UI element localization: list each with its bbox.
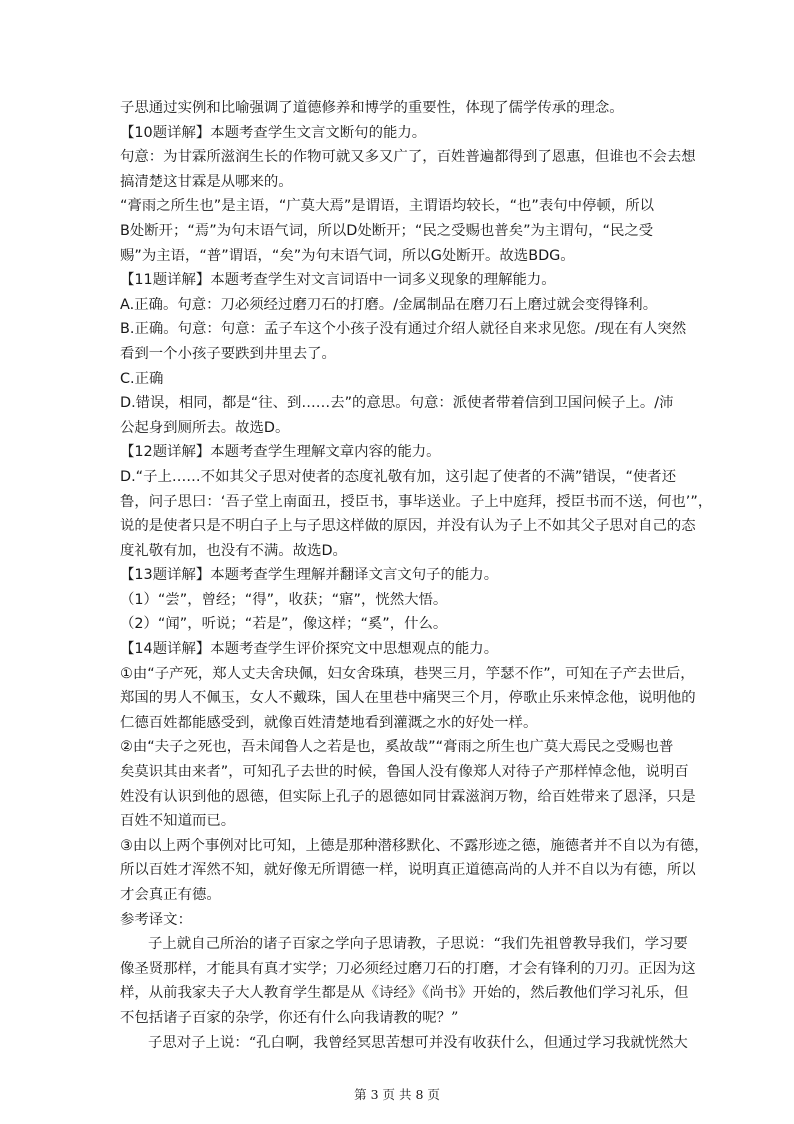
text-line: ②由“夫子之死也，吾未闻鲁人之若是也，奚故哉”“膏雨之所生也广莫大焉民之受赐也普 <box>120 739 674 756</box>
document-body <box>120 96 713 1055</box>
page-footer: 第 3 页 共 8 页 <box>354 1087 440 1102</box>
text-line: 参考译文： <box>120 911 192 928</box>
text-line: 【11题详解】本题考查学生对文言词语中一词多义现象的理解能力。 <box>120 272 556 289</box>
text-line: 搞清楚这甘霖是从哪来的。 <box>120 173 293 190</box>
text-line: 样，从前我家夫子大人教育学生都是从《诗经》《尚书》开始的，然后教他们学习礼乐，但 <box>120 985 689 1002</box>
text-line: 度礼敬有加，也没有不满。故选D。 <box>120 542 347 559</box>
text-line: 公起身到厕所去。故选D。 <box>120 419 290 436</box>
text-line: A.正确。句意：刀必须经过磨刀石的打磨。/金属制品在磨刀石上磨过就会变得锋利。 <box>120 296 658 313</box>
text-line: 【14题详解】本题考查学生评价探究文中思想观点的能力。 <box>120 641 499 658</box>
text-line: 郑国的男人不佩玉，女人不戴珠，国人在里巷中痛哭三个月，停歌止乐来悼念他，说明他的 <box>120 690 696 707</box>
text-line: 看到一个小孩子要跌到井里去了。 <box>120 345 336 362</box>
text-line: 子思对子上说：“孔白啊，我曾经冥思苦想可并没有收获什么，但通过学习我就恍然大 <box>148 1034 688 1051</box>
text-line: B.正确。句意：句意：孟子车这个小孩子没有通过介绍人就径自来求见您。/现在有人突然 <box>120 321 687 338</box>
text-line: 像圣贤那样，才能具有真才实学；刀必须经过磨刀石的打磨，才会有锋利的刀刃。正因为这 <box>120 960 696 977</box>
text-line: 矣莫识其由来者”，可知孔子去世的时候，鲁国人没有像郑人对待子产那样悼念他，说明百 <box>120 764 689 781</box>
text-line: D.“子上……不如其父子思对使者的态度礼敬有加，这引起了使者的不满”错误，“使者还 <box>120 468 677 485</box>
text-line: 姓没有认识到他的恩德，但实际上孔子的恩德如同甘霖滋润万物，给百姓带来了恩泽，只是 <box>120 788 696 805</box>
text-line: 所以百姓才浑然不知，就好像无所谓德一样，说明真正道德高尚的人并不自以为有德，所以 <box>120 862 696 879</box>
text-line: “膏雨之所生也”是主语，“广莫大焉”是谓语，主谓语均较长，“也”表句中停顿，所以 <box>120 198 655 215</box>
text-line: 子思通过实例和比喻强调了道德修养和博学的重要性，体现了儒学传承的理念。 <box>120 100 624 116</box>
text-line: 【10题详解】本题考查学生文言文断句的能力。 <box>120 124 427 141</box>
text-line: 赐”为主语，“普”谓语，“矣”为句末语气词，所以G处断开。故选BDG。 <box>120 247 575 264</box>
text-line: B处断开；“焉”为句末语气词，所以D处断开；“民之受赐也普矣”为主谓句，“民之受 <box>120 222 654 239</box>
text-line: 【13题详解】本题考查学生理解并翻译文言文句子的能力。 <box>120 567 499 584</box>
text-line: ③由以上两个事例对比可知，上德是那种潜移默化、不露形迹之德，施德者并不自以为有德， <box>120 837 709 854</box>
text-line: C.正确 <box>120 370 164 387</box>
text-line: 不包括诸子百家的杂学，你还有什么向我请教的呢？” <box>120 1009 459 1026</box>
text-line: 才会真正有德。 <box>120 887 221 903</box>
text-line: 句意：为甘霖所滋润生长的作物可就又多又广了，百姓普遍都得到了恩惠，但谁也不会去想 <box>120 149 696 166</box>
text-line: （1）“尝”，曾经；“得”，收获；“寤”，恍然大悟。 <box>120 591 448 608</box>
text-line: 鲁，问子思曰：‘吾子堂上南面丑，授臣书，事毕送业。子上中庭拜，授臣书而不送，何也’”， <box>120 493 713 510</box>
text-line: D.错误，相同，都是“往、到……去”的意思。句意：派使者带着信到卫国问候子上。/沛 <box>120 395 674 412</box>
text-line: 百姓不知道而已。 <box>120 813 236 830</box>
text-line: ①由“子产死，郑人丈夫舍玦佩，妇女舍珠瑱，巷哭三月，竽瑟不作”，可知在子产去世后， <box>120 665 695 682</box>
text-line: 仁德百姓都能感受到，就像百姓清楚地看到灌溉之水的好处一样。 <box>120 714 538 731</box>
text-line: （2）“闻”，听说；“若是”，像这样；“奚”，什么。 <box>120 616 448 633</box>
text-line: 说的是使者只是不明白子上与子思这样做的原因，并没有认为子上不如其父子思对自己的态 <box>120 518 696 535</box>
text-line: 【12题详解】本题考查学生理解文章内容的能力。 <box>120 444 441 461</box>
text-line: 子上就自己所治的诸子百家之学向子思请教，子思说：“我们先祖曾教导我们，学习要 <box>148 936 688 953</box>
